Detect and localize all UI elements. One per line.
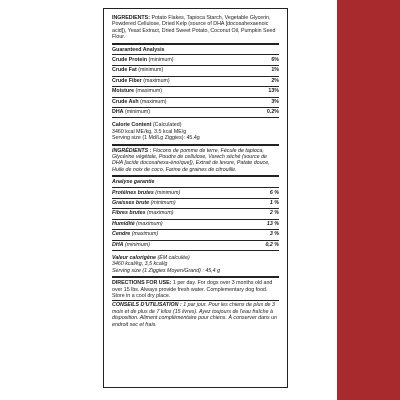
ga-title-fr: Analyse garantie [112,179,155,186]
ga-row: Crude Ash (maximum) 3% [112,98,279,108]
ga-row: Crude Fiber (maximum) 2% [112,77,279,87]
ga-row: Crude Protein (minimum) 6% [112,56,279,66]
calorie-line-fr: 3460 kcal/kg, 3,5 kcal/g [112,261,168,268]
directions-fr: CONSEILS D'UTILISATION : 1 par jour. Pour les chiens de plus de 3 mois et de plus de 7 kilos (15 livres). Ayez toujours de l'eau fraîche à disposition. Aliment complémentaire pour chiens. À conserver dans un endroit sec et frais. [112,302,277,328]
ga-row: Cendre (maximum) 3 % [112,230,279,240]
ga-title-en: Guaranteed Analysis [112,46,165,53]
ga-row: DHA (minimum) 0,2 % [112,241,279,251]
calorie-content-fr: Valeur calorigène (ÉM calculée) [112,254,190,261]
ga-table-en [112,56,279,118]
ingredients-en: INGREDIENTS: Potato Flakes, Tapioca Starch, Vegetable Glycerin, Powdered Cellulose, Dried Kelp (source of DHA [docosahexaenoic acid]), Yeast Extract, Dried Sweet Potato, Coconut Oil, Pumpkin Seed Flour. [112,15,276,41]
package-red-edge [337,0,400,400]
serving-line-en: Serving size (1 Md/Lg Ziggies): 45.4g [112,135,200,142]
directions-en: DIRECTIONS FOR USE: 1 per day. For dogs over 3 months old and over 15 lbs. Always provide fresh water. Complementary dog food. Store in a cool dry place. [112,280,273,299]
ga-row: Crude Fat (minimum) 1% [112,66,279,76]
nutrition-label [103,8,288,388]
ga-row: Protéines brutes (minimum) 6 % [112,189,279,199]
ingredients-fr: INGRÉDIENTS : Flocons de pomme de terre, Fécule de tapioca, Glycérine végétale, Poudre de cellulose, Varech séché (source de DHA [acide docosahexa-ènoïque]), Extrait de levure, Patate douce, Huile de noix de coco, Farine de graines de citrouille. [112,147,270,173]
ga-row: Fibres brutes (maximum) 2 % [112,209,279,219]
calorie-line-en: 3460 kcal ME/kg, 3.5 kcal ME/g [112,128,187,135]
ga-row: Humidité (maximum) 13 % [112,220,279,230]
ga-table-fr [112,189,279,251]
ga-row: DHA (minimum) 0.2% [112,108,279,118]
ga-row: Graisses brute (minimum) 1 % [112,199,279,209]
ga-row: Moisture (maximum) 13% [112,87,279,97]
serving-line-fr: Serving size (1 Ziggies Moyen/Grand) : 45,4 g [112,267,221,274]
calorie-content-en: Calorie Content (Calculated) [112,122,182,129]
